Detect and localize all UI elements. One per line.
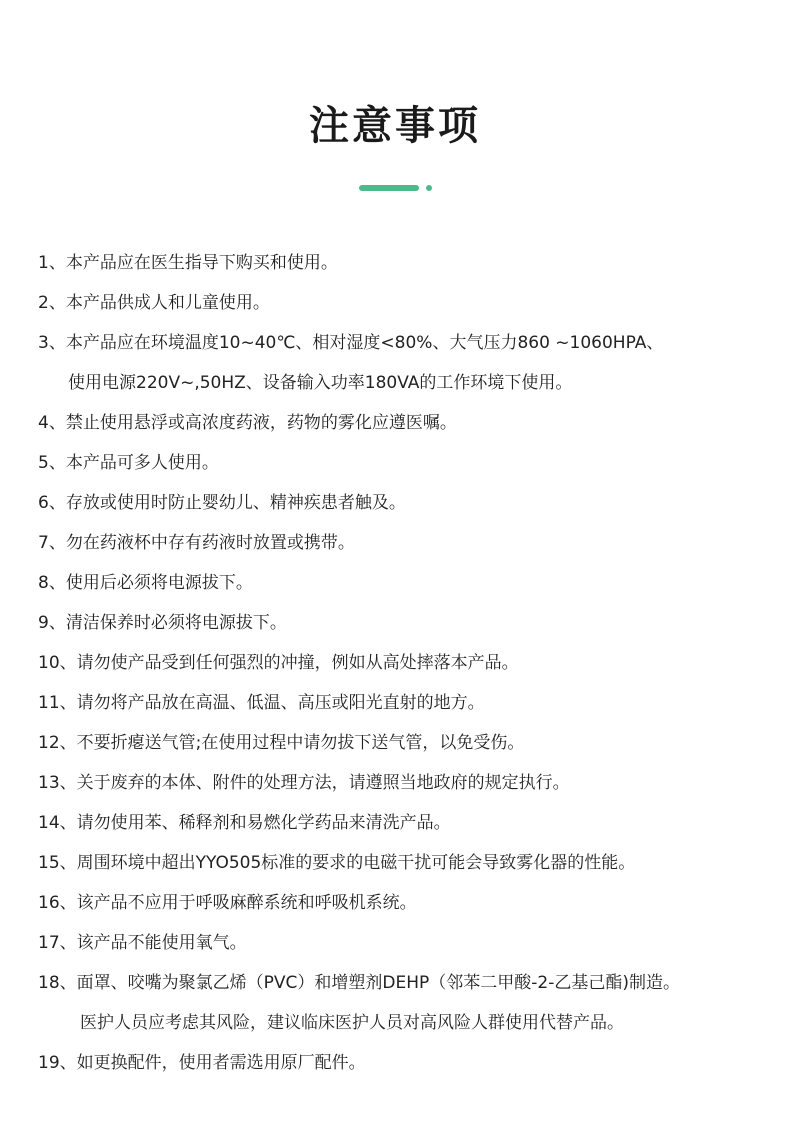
title-underline-bar [359,185,419,191]
note-line: 10、请勿使产品受到任何强烈的冲撞，例如从高处摔落本产品。 [38,653,519,673]
note-line: 6、存放或使用时防止婴幼儿、精神疾患者触及。 [38,493,406,513]
note-line: 12、不要折瘪送气管;在使用过程中请勿拔下送气管，以免受伤。 [38,733,525,753]
note-line: 2、本产品供成人和儿童使用。 [38,293,270,313]
note-line: 18、面罩、咬嘴为聚氯乙烯（PVC）和增塑剂DEHP（邻苯二甲酸-2-乙基己酯)制造。 [38,973,680,993]
page-title: 注意事项 [309,103,481,149]
note-line: 9、清洁保养时必须将电源拔下。 [38,613,287,633]
note-line: 17、该产品不能使用氧气。 [38,933,247,953]
note-line: 15、周围环境中超出YYO505标准的要求的电磁干扰可能会导致雾化器的性能。 [38,853,636,873]
note-line: 11、请勿将产品放在高温、低温、高压或阳光直射的地方。 [38,693,485,713]
note-line: 4、禁止使用悬浮或高浓度药液，药物的雾化应遵医嘱。 [38,413,457,433]
note-line: 14、请勿使用苯、稀释剂和易燃化学药品来清洗产品。 [38,813,451,833]
notes-list [38,243,778,1083]
note-line-continuation: 使用电源220V~,50HZ、设备输入功率180VA的工作环境下使用。 [68,373,573,393]
note-line: 7、勿在药液杯中存有药液时放置或携带。 [38,533,355,553]
note-line: 16、该产品不应用于呼吸麻醉系统和呼吸机系统。 [38,893,417,913]
note-line: 13、关于废弃的本体、附件的处理方法，请遵照当地政府的规定执行。 [38,773,570,793]
note-line-continuation: 医护人员应考虑其风险，建议临床医护人员对高风险人群使用代替产品。 [80,1013,624,1033]
note-line: 19、如更换配件，使用者需选用原厂配件。 [38,1053,366,1073]
note-line: 8、使用后必须将电源拔下。 [38,573,253,593]
note-line: 5、本产品可多人使用。 [38,453,219,473]
note-line: 3、本产品应在环境温度10~40℃、相对湿度<80%、大气压力860 ~1060HPA、 [38,333,664,353]
title-underline-dot [426,185,432,191]
note-line: 1、本产品应在医生指导下购买和使用。 [38,253,338,273]
